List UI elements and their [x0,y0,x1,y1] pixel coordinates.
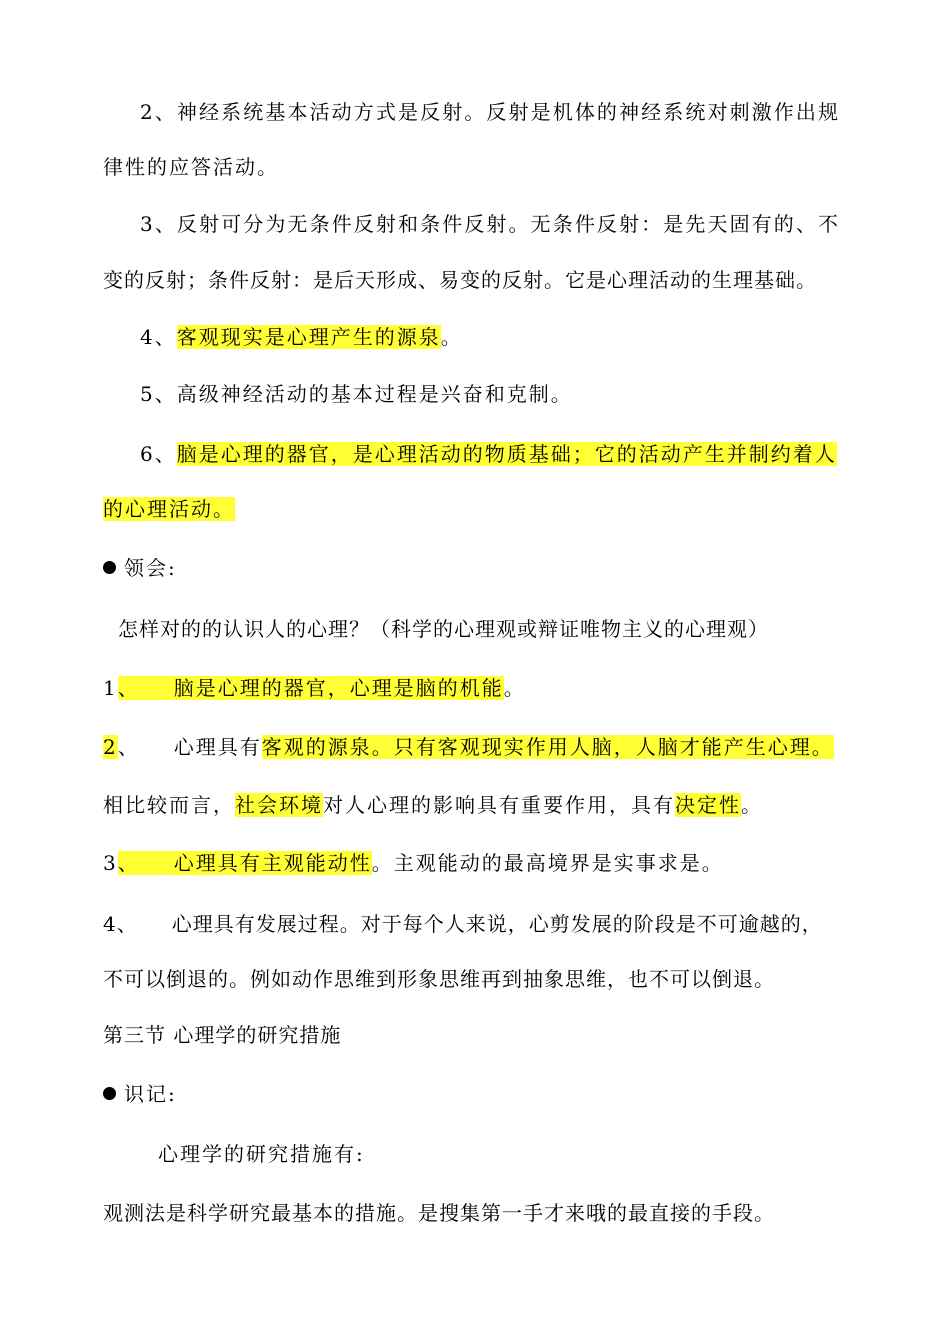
item-4-text: 心理具有发展过程。对于每个人来说，心剪发展的阶段是不可逾越的， [171,912,823,936]
section-title: 第三节 心理学的研究措施 [103,1023,342,1047]
item-2b-end: 。 [741,793,763,817]
item-3-number: 3 [103,851,118,875]
paragraph-5: 5、高级神经活动的基本过程是兴奋和克制。 [140,382,573,406]
paragraph-4-highlight: 客观现实是心理产生的源泉 [176,325,441,349]
paragraph-6-highlight-2: 的心理活动。 [103,497,235,521]
paragraph-2-line-2: 律性的应答活动。 [103,155,279,179]
shiji-label: 识记: [124,1082,177,1106]
paragraph-6-highlight-1: 脑是心理的器官，是心理活动的物质基础；它的活动产生并制约着人 [176,442,837,466]
item-3-highlight: 心理具有主观能动性 [173,851,372,875]
item-2-prefix: 心理具有 [173,735,262,759]
item-3-separator: 、 [118,851,174,875]
item-1-separator: 、 [118,676,174,700]
item-3-rest: 。主观能动的最高境界是实事求是。 [371,851,724,875]
item-2-separator: 、 [117,735,140,759]
methods-intro: 心理学的研究措施有: [158,1142,365,1166]
lingui-question: 怎样对的的认识人的心理？（科学的心理观或辩证唯物主义的心理观） [118,617,769,641]
item-2b-middle: 对人心理的影响具有重要作用，具有 [323,793,675,817]
lingui-item-4-line-1 [103,907,848,941]
paragraph-6-line-1 [140,437,840,471]
paragraph-4 [140,320,885,354]
paragraph-4-number: 4、 [140,325,177,349]
item-2b-highlight-2: 决定性 [675,793,741,817]
item-2-number: 2 [103,735,118,759]
lingui-label: 领会: [124,556,177,580]
paragraph-2-line-1: 2、神经系统基本活动方式是反射。反射是机体的神经系统对刺激作出规 [140,100,840,124]
shiji-heading [103,1077,848,1111]
item-4-number: 4 [103,912,117,936]
item-2b-prefix: 相比较而言， [103,793,235,817]
lingui-item-2 [103,730,848,764]
lingui-item-2-continued [103,788,848,822]
paragraph-3-line-1: 3、反射可分为无条件反射和条件反射。无条件反射：是先天固有的、不 [140,212,840,236]
item-1-number: 1 [103,676,118,700]
item-4-separator: 、 [116,912,138,936]
paragraph-6-number: 6、 [140,442,177,466]
item-2b-highlight-1: 社会环境 [235,793,323,817]
paragraph-3-line-2: 变的反射；条件反射：是后天形成、易变的反射。它是心理活动的生理基础。 [103,268,817,292]
item-1-highlight: 脑是心理的器官，心理是脑的机能 [173,676,504,700]
lingui-item-3 [103,846,848,880]
lingui-item-4-line-2: 不可以倒退的。例如动作思维到形象思维再到抽象思维，也不可以倒退。 [103,967,775,991]
item-2-highlight: 客观的源泉。只有客观现实作用人脑，人脑才能产生心理。 [261,735,834,759]
item-1-end: 。 [503,676,526,700]
paragraph-4-end: 。 [440,325,463,349]
observation-method: 观测法是科学研究最基本的措施。是搜集第一手才来哦的最直接的手段。 [103,1201,775,1225]
bullet-icon [103,1087,116,1100]
lingui-heading [103,551,848,585]
bullet-icon [103,561,116,574]
lingui-item-1 [103,671,848,705]
paragraph-6-line-2 [103,492,848,526]
